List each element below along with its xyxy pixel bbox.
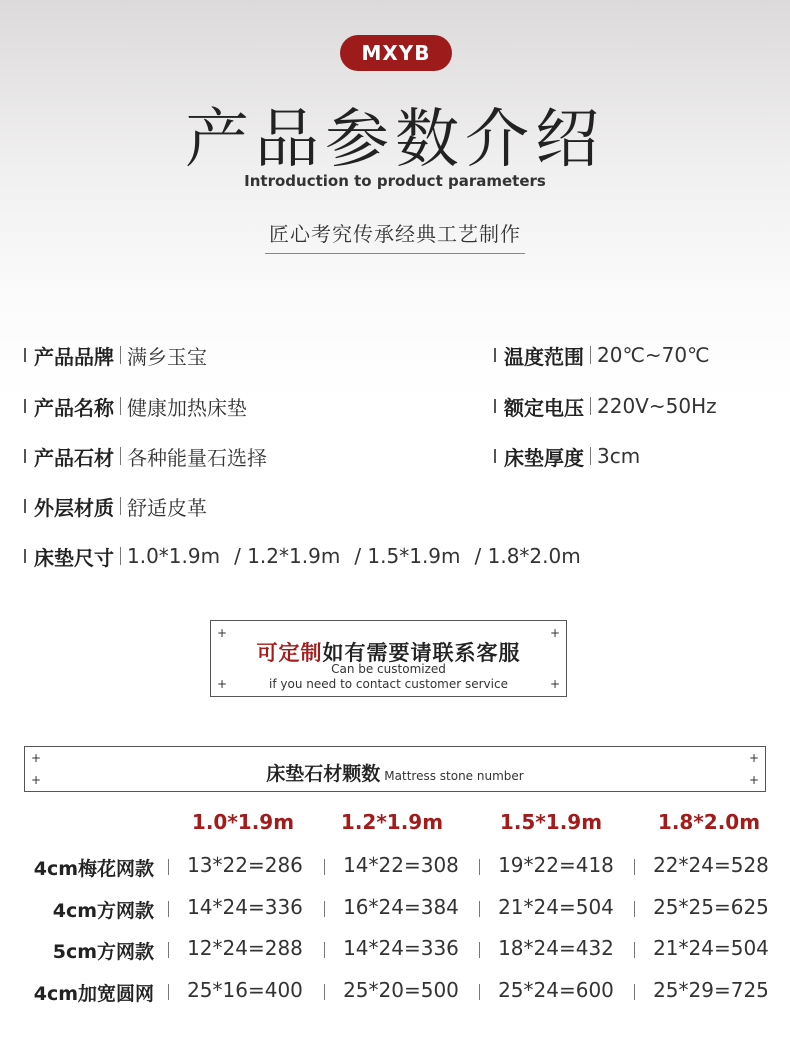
separator [120, 447, 121, 465]
column-divider [634, 901, 635, 917]
table-cell: 14*24=336 [343, 936, 459, 960]
size-option: / 1.8*2.0m [474, 544, 581, 568]
table-cell: 19*22=418 [498, 853, 614, 877]
table-cell: 21*24=504 [498, 895, 614, 919]
column-divider [168, 901, 169, 917]
param-brand [24, 340, 207, 370]
table-row [0, 850, 790, 880]
separator [120, 397, 121, 415]
param-outer-material [24, 491, 207, 521]
separator [590, 447, 591, 465]
plus-icon: + [31, 773, 42, 787]
size-option: 1.0*1.9m [127, 544, 221, 568]
column-divider [324, 942, 325, 958]
param-value: 健康加热床垫 [127, 395, 247, 420]
column-divider [634, 984, 635, 1000]
column-divider [479, 859, 480, 875]
table-cell: 25*25=625 [653, 895, 769, 919]
stone-table-title-box [24, 746, 766, 792]
column-header: 1.0*1.9m [191, 810, 295, 834]
size-option: / 1.2*1.9m [234, 544, 341, 568]
page-title: 产品参数介绍 [185, 103, 605, 177]
param-thickness [494, 441, 640, 471]
table-cell: 14*22=308 [343, 853, 459, 877]
param-stone [24, 441, 267, 471]
bullet-bar [494, 348, 496, 362]
param-value: 各种能量石选择 [127, 445, 267, 470]
stone-title-en: Mattress stone number [384, 769, 524, 783]
param-label: 温度范围 [504, 344, 584, 369]
table-cell: 16*24=384 [343, 895, 459, 919]
param-temperature [494, 340, 710, 370]
param-product-name [24, 391, 247, 421]
param-label: 产品品牌 [34, 344, 114, 369]
customize-notice [210, 620, 567, 697]
plus-icon: + [748, 773, 759, 787]
table-cell: 25*24=600 [498, 978, 614, 1002]
param-value: 满乡玉宝 [127, 344, 207, 369]
table-cell: 21*24=504 [653, 936, 769, 960]
table-row [0, 892, 790, 922]
column-divider [479, 901, 480, 917]
param-label: 产品石材 [34, 445, 114, 470]
customize-en-line1: Can be customized [331, 662, 446, 676]
size-option: / 1.5*1.9m [354, 544, 461, 568]
param-voltage [494, 391, 717, 421]
column-divider [634, 942, 635, 958]
column-divider [324, 984, 325, 1000]
column-divider [168, 984, 169, 1000]
separator [120, 547, 121, 565]
bullet-bar [24, 348, 26, 362]
row-name: 4cm加宽圆网 [33, 983, 154, 1005]
param-value: 220V~50Hz [597, 394, 717, 418]
param-label: 床垫厚度 [504, 445, 584, 470]
table-row [0, 933, 790, 963]
customize-text: 如有需要请联系客服 [322, 641, 521, 665]
plus-icon: + [748, 751, 759, 765]
slogan-text: 匠心考究传承经典工艺制作 [265, 218, 525, 254]
param-label: 产品名称 [34, 395, 114, 420]
column-divider [634, 859, 635, 875]
bullet-bar [24, 499, 26, 513]
plus-icon: + [31, 751, 42, 765]
table-cell: 13*22=286 [187, 853, 303, 877]
row-name: 4cm方网款 [52, 900, 154, 922]
param-value: 3cm [597, 444, 641, 468]
table-cell: 18*24=432 [498, 936, 614, 960]
column-divider [324, 901, 325, 917]
row-name: 4cm梅花网款 [33, 858, 154, 880]
bullet-bar [24, 449, 26, 463]
table-cell: 22*24=528 [653, 853, 769, 877]
slogan [0, 218, 790, 254]
separator [590, 397, 591, 415]
param-value: 舒适皮革 [127, 495, 207, 520]
table-cell: 25*29=725 [653, 978, 769, 1002]
brand-badge: MXYB [340, 35, 452, 71]
table-row [0, 975, 790, 1005]
column-divider [324, 859, 325, 875]
separator [590, 346, 591, 364]
param-sizes [24, 541, 595, 571]
bullet-bar [24, 549, 26, 563]
column-header: 1.5*1.9m [499, 810, 603, 834]
bullet-bar [494, 449, 496, 463]
separator [120, 497, 121, 515]
param-label: 床垫尺寸 [34, 545, 114, 570]
customize-en-line2: if you need to contact customer service [269, 677, 508, 691]
column-header: 1.2*1.9m [340, 810, 444, 834]
table-cell: 14*24=336 [187, 895, 303, 919]
column-divider [168, 942, 169, 958]
plus-icon: + [549, 677, 560, 691]
stone-table-title [25, 759, 765, 786]
stone-title-zh: 床垫石材颗数 [266, 763, 381, 785]
column-divider [168, 859, 169, 875]
param-label: 额定电压 [504, 395, 584, 420]
bullet-bar [24, 399, 26, 413]
page-subtitle: Introduction to product parameters [244, 172, 546, 190]
row-name: 5cm方网款 [52, 941, 154, 963]
param-label: 外层材质 [34, 495, 114, 520]
column-divider [479, 984, 480, 1000]
plus-icon: + [217, 626, 228, 640]
table-cell: 25*16=400 [187, 978, 303, 1002]
table-cell: 12*24=288 [187, 936, 303, 960]
plus-icon: + [549, 626, 560, 640]
column-header: 1.8*2.0m [657, 810, 761, 834]
param-value: 20℃~70℃ [597, 343, 710, 367]
plus-icon: + [217, 677, 228, 691]
separator [120, 346, 121, 364]
customize-highlight: 可定制 [256, 641, 323, 665]
column-divider [479, 942, 480, 958]
bullet-bar [494, 399, 496, 413]
table-cell: 25*20=500 [343, 978, 459, 1002]
